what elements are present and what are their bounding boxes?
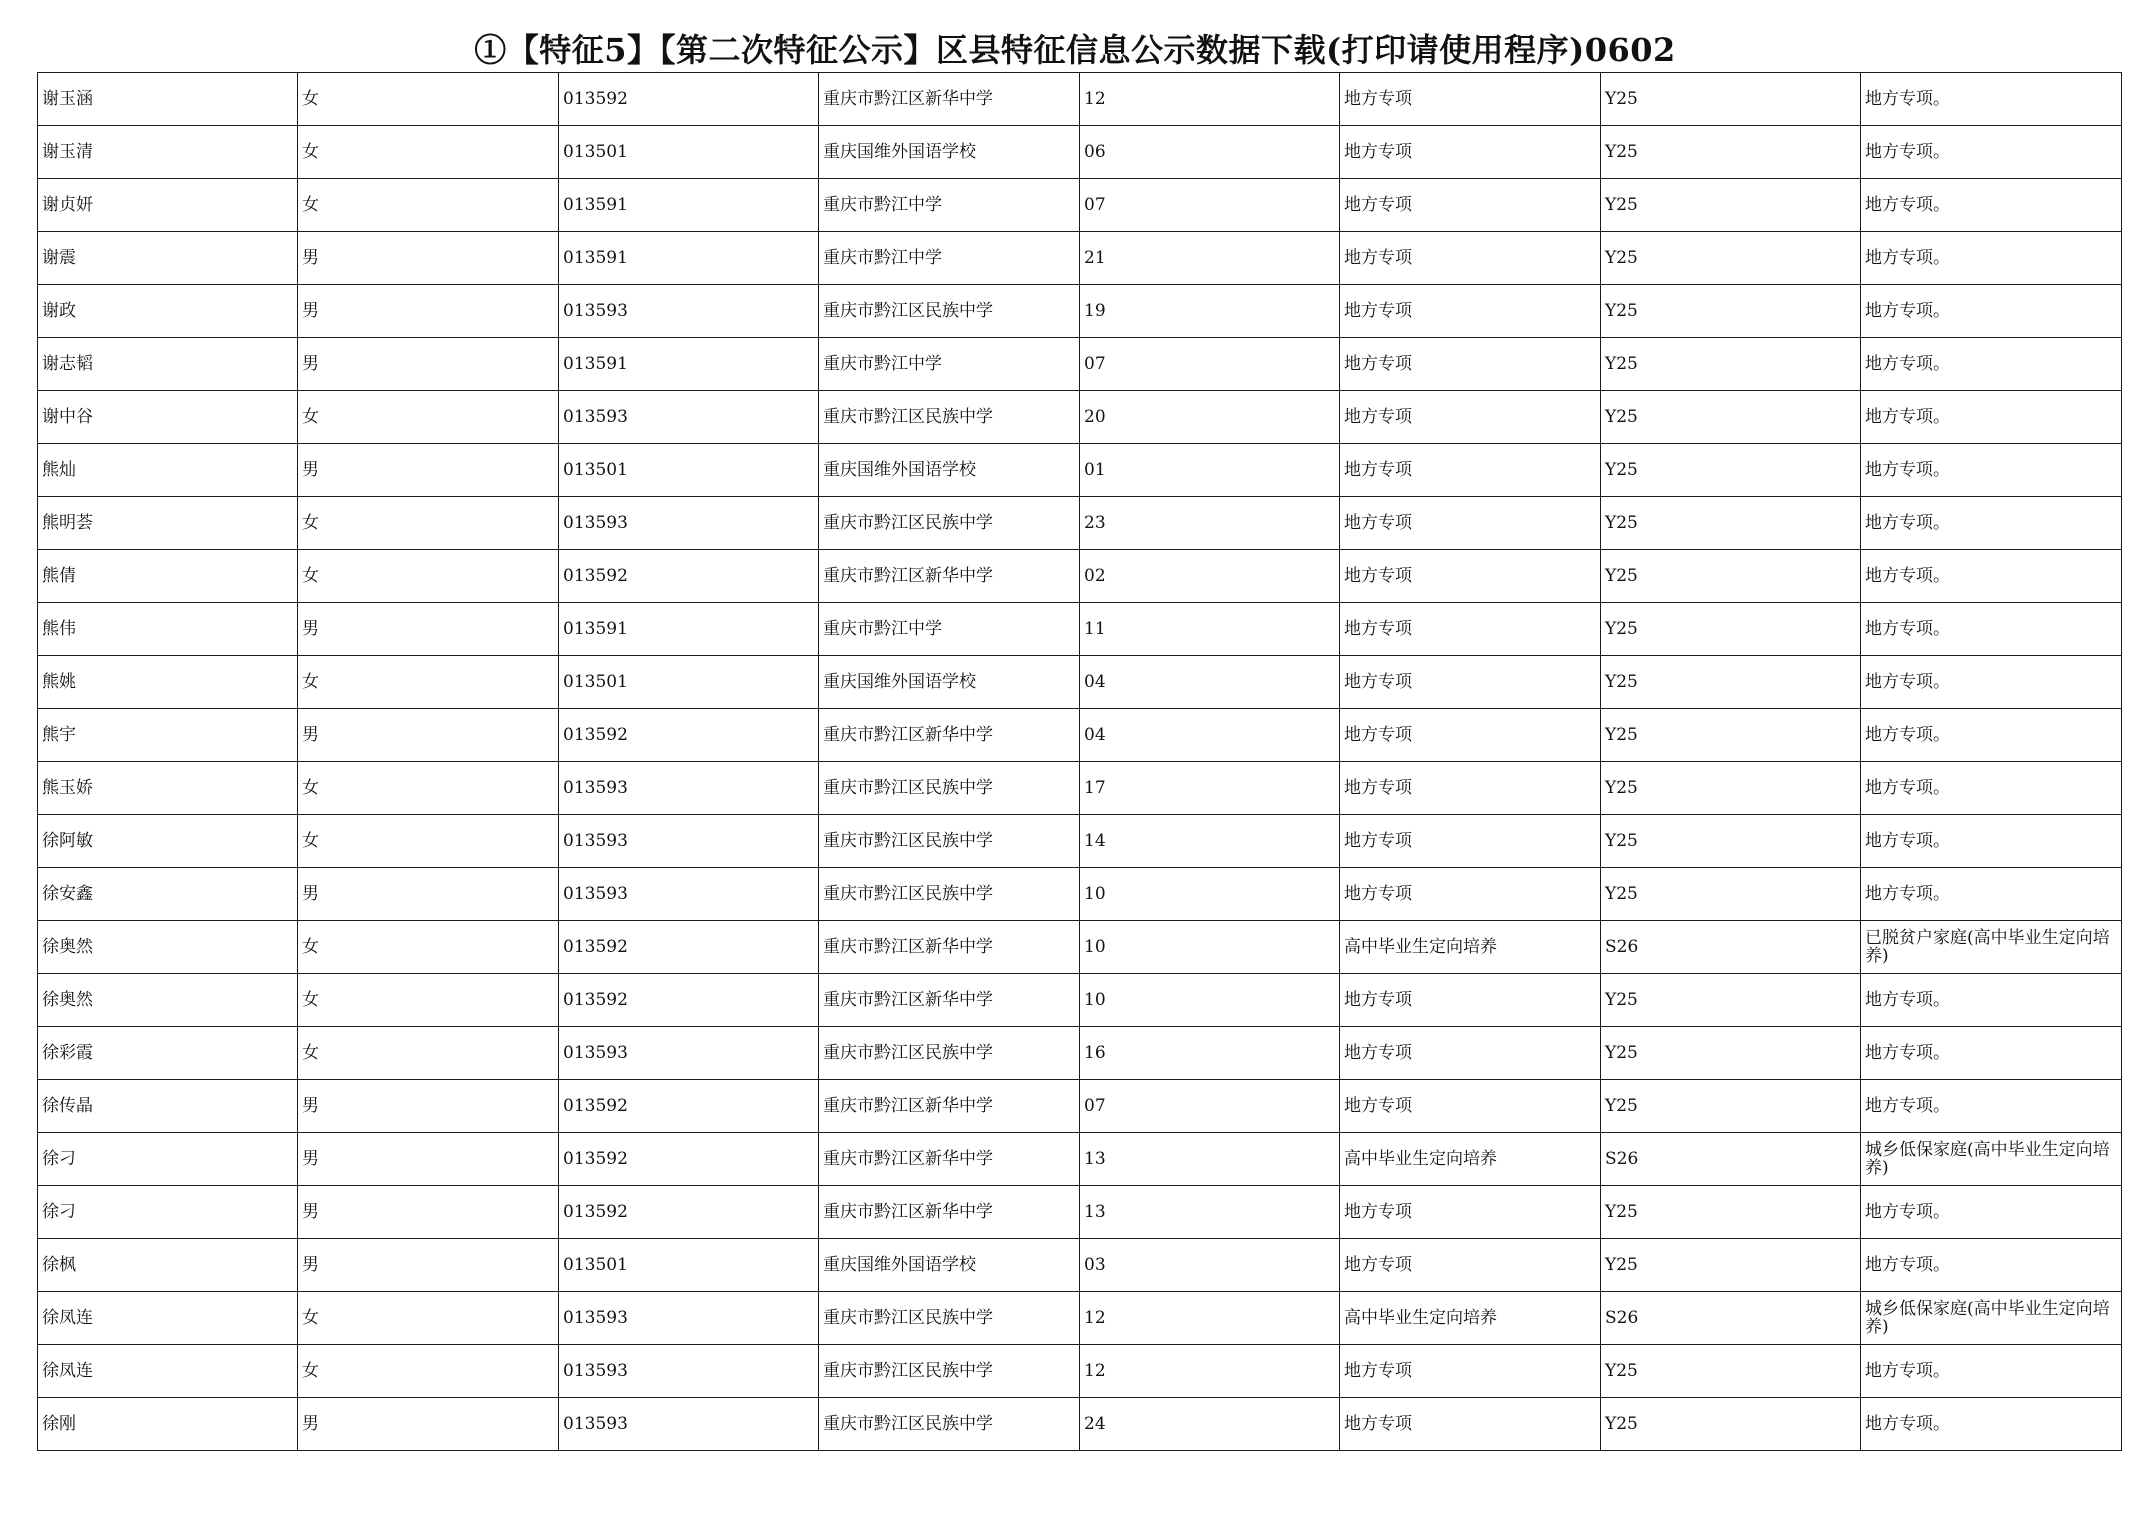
name-cell: 徐刁 [38,1186,298,1239]
name-cell: 熊倩 [38,550,298,603]
gender-cell: 女 [298,921,559,974]
school-name-cell: 重庆市黔江中学 [819,603,1080,656]
category-code-cell: Y25 [1601,285,1861,338]
table-row [38,1027,2122,1080]
class-cell: 12 [1080,73,1340,126]
gender-cell: 女 [298,126,559,179]
school-name-cell: 重庆市黔江区民族中学 [819,762,1080,815]
school-name-cell: 重庆市黔江区新华中学 [819,550,1080,603]
category-code-cell: Y25 [1601,815,1861,868]
name-cell: 徐凤连 [38,1345,298,1398]
category-cell: 地方专项 [1340,656,1601,709]
school-name-cell: 重庆市黔江区民族中学 [819,815,1080,868]
school-name-cell: 重庆市黔江区新华中学 [819,1133,1080,1186]
school-code-cell: 013592 [559,1080,819,1133]
name-cell: 谢志韬 [38,338,298,391]
table-row [38,868,2122,921]
school-code-cell: 013592 [559,709,819,762]
school-code-cell: 013593 [559,497,819,550]
school-code-cell: 013501 [559,656,819,709]
gender-cell: 女 [298,550,559,603]
school-name-cell: 重庆市黔江区新华中学 [819,974,1080,1027]
school-code-cell: 013593 [559,762,819,815]
category-cell: 地方专项 [1340,232,1601,285]
school-code-cell: 013591 [559,179,819,232]
category-code-cell: S26 [1601,1133,1861,1186]
category-cell: 地方专项 [1340,73,1601,126]
class-cell: 23 [1080,497,1340,550]
school-name-cell: 重庆市黔江区民族中学 [819,868,1080,921]
category-cell: 地方专项 [1340,1186,1601,1239]
name-cell: 徐刁 [38,1133,298,1186]
school-code-cell: 013501 [559,444,819,497]
category-code-cell: Y25 [1601,73,1861,126]
table-row [38,1080,2122,1133]
remark-cell: 地方专项。 [1861,709,2122,762]
name-cell: 徐刚 [38,1398,298,1451]
remark-cell: 地方专项。 [1861,285,2122,338]
gender-cell: 女 [298,762,559,815]
category-cell: 地方专项 [1340,815,1601,868]
name-cell: 徐安鑫 [38,868,298,921]
school-name-cell: 重庆市黔江区民族中学 [819,1027,1080,1080]
remark-cell: 地方专项。 [1861,1398,2122,1451]
class-cell: 17 [1080,762,1340,815]
name-cell: 熊伟 [38,603,298,656]
remark-cell: 地方专项。 [1861,73,2122,126]
gender-cell: 女 [298,73,559,126]
category-cell: 地方专项 [1340,603,1601,656]
gender-cell: 男 [298,444,559,497]
category-code-cell: Y25 [1601,232,1861,285]
remark-cell: 地方专项。 [1861,232,2122,285]
school-code-cell: 013591 [559,338,819,391]
class-cell: 10 [1080,974,1340,1027]
gender-cell: 男 [298,1239,559,1292]
school-code-cell: 013592 [559,550,819,603]
school-name-cell: 重庆国维外国语学校 [819,1239,1080,1292]
gender-cell: 女 [298,1345,559,1398]
school-code-cell: 013591 [559,232,819,285]
gender-cell: 女 [298,1027,559,1080]
category-cell: 高中毕业生定向培养 [1340,1292,1601,1345]
category-cell: 地方专项 [1340,709,1601,762]
category-cell: 地方专项 [1340,285,1601,338]
school-code-cell: 013501 [559,1239,819,1292]
class-cell: 07 [1080,179,1340,232]
category-cell: 地方专项 [1340,1080,1601,1133]
table-row [38,1133,2122,1186]
name-cell: 熊宇 [38,709,298,762]
gender-cell: 男 [298,709,559,762]
table-row [38,179,2122,232]
table-row [38,338,2122,391]
name-cell: 徐彩霞 [38,1027,298,1080]
category-cell: 地方专项 [1340,1398,1601,1451]
class-cell: 11 [1080,603,1340,656]
name-cell: 徐奥然 [38,921,298,974]
school-code-cell: 013592 [559,921,819,974]
category-cell: 高中毕业生定向培养 [1340,921,1601,974]
name-cell: 谢贞妍 [38,179,298,232]
class-cell: 13 [1080,1186,1340,1239]
remark-cell: 地方专项。 [1861,1080,2122,1133]
name-cell: 谢中谷 [38,391,298,444]
remark-cell: 城乡低保家庭(高中毕业生定向培养) [1861,1292,2122,1345]
class-cell: 16 [1080,1027,1340,1080]
name-cell: 徐奥然 [38,974,298,1027]
remark-cell: 地方专项。 [1861,444,2122,497]
name-cell: 徐枫 [38,1239,298,1292]
school-name-cell: 重庆国维外国语学校 [819,126,1080,179]
table-row [38,126,2122,179]
category-cell: 高中毕业生定向培养 [1340,1133,1601,1186]
gender-cell: 男 [298,603,559,656]
category-cell: 地方专项 [1340,179,1601,232]
school-name-cell: 重庆市黔江中学 [819,338,1080,391]
remark-cell: 地方专项。 [1861,603,2122,656]
table-row [38,921,2122,974]
class-cell: 24 [1080,1398,1340,1451]
gender-cell: 女 [298,179,559,232]
school-name-cell: 重庆市黔江区新华中学 [819,1186,1080,1239]
class-cell: 21 [1080,232,1340,285]
remark-cell: 地方专项。 [1861,338,2122,391]
remark-cell: 地方专项。 [1861,1027,2122,1080]
category-code-cell: Y25 [1601,974,1861,1027]
gender-cell: 男 [298,1080,559,1133]
category-cell: 地方专项 [1340,1239,1601,1292]
gender-cell: 女 [298,815,559,868]
table-row [38,656,2122,709]
remark-cell: 地方专项。 [1861,974,2122,1027]
category-code-cell: Y25 [1601,762,1861,815]
category-code-cell: Y25 [1601,603,1861,656]
category-code-cell: S26 [1601,1292,1861,1345]
class-cell: 03 [1080,1239,1340,1292]
class-cell: 02 [1080,550,1340,603]
class-cell: 10 [1080,921,1340,974]
page-title: ①【特征5】【第二次特征公示】区县特征信息公示数据下载(打印请使用程序)0602 [474,31,1676,69]
school-name-cell: 重庆市黔江区新华中学 [819,709,1080,762]
gender-cell: 女 [298,974,559,1027]
category-code-cell: Y25 [1601,179,1861,232]
category-code-cell: Y25 [1601,1080,1861,1133]
class-cell: 13 [1080,1133,1340,1186]
gender-cell: 女 [298,656,559,709]
class-cell: 19 [1080,285,1340,338]
category-cell: 地方专项 [1340,762,1601,815]
gender-cell: 男 [298,1133,559,1186]
data-table [37,72,2122,1451]
class-cell: 12 [1080,1292,1340,1345]
table-row [38,444,2122,497]
category-cell: 地方专项 [1340,550,1601,603]
class-cell: 12 [1080,1345,1340,1398]
remark-cell: 城乡低保家庭(高中毕业生定向培养) [1861,1133,2122,1186]
school-code-cell: 013593 [559,391,819,444]
school-code-cell: 013593 [559,1345,819,1398]
school-code-cell: 013593 [559,1398,819,1451]
school-code-cell: 013501 [559,126,819,179]
category-code-cell: Y25 [1601,709,1861,762]
category-code-cell: Y25 [1601,868,1861,921]
table-row [38,391,2122,444]
school-code-cell: 013592 [559,1186,819,1239]
name-cell: 徐凤连 [38,1292,298,1345]
table-row [38,603,2122,656]
category-code-cell: Y25 [1601,1398,1861,1451]
gender-cell: 男 [298,1398,559,1451]
category-code-cell: Y25 [1601,1027,1861,1080]
remark-cell: 地方专项。 [1861,656,2122,709]
category-code-cell: Y25 [1601,391,1861,444]
table-row [38,232,2122,285]
category-code-cell: Y25 [1601,1239,1861,1292]
school-name-cell: 重庆市黔江区新华中学 [819,1080,1080,1133]
gender-cell: 男 [298,868,559,921]
school-name-cell: 重庆市黔江区民族中学 [819,285,1080,338]
remark-cell: 地方专项。 [1861,815,2122,868]
category-cell: 地方专项 [1340,444,1601,497]
school-name-cell: 重庆市黔江区民族中学 [819,1398,1080,1451]
school-name-cell: 重庆市黔江中学 [819,179,1080,232]
class-cell: 20 [1080,391,1340,444]
gender-cell: 女 [298,391,559,444]
category-cell: 地方专项 [1340,1027,1601,1080]
remark-cell: 地方专项。 [1861,1239,2122,1292]
remark-cell: 地方专项。 [1861,550,2122,603]
school-code-cell: 013593 [559,1292,819,1345]
school-name-cell: 重庆市黔江区民族中学 [819,1292,1080,1345]
category-cell: 地方专项 [1340,868,1601,921]
school-name-cell: 重庆市黔江区民族中学 [819,1345,1080,1398]
table-row [38,73,2122,126]
category-cell: 地方专项 [1340,338,1601,391]
gender-cell: 女 [298,497,559,550]
school-code-cell: 013591 [559,603,819,656]
remark-cell: 地方专项。 [1861,497,2122,550]
remark-cell: 地方专项。 [1861,762,2122,815]
table-row [38,1292,2122,1345]
class-cell: 14 [1080,815,1340,868]
table-row [38,550,2122,603]
remark-cell: 已脱贫户家庭(高中毕业生定向培养) [1861,921,2122,974]
remark-cell: 地方专项。 [1861,868,2122,921]
category-code-cell: Y25 [1601,497,1861,550]
category-cell: 地方专项 [1340,391,1601,444]
gender-cell: 女 [298,1292,559,1345]
category-code-cell: Y25 [1601,338,1861,391]
name-cell: 徐阿敏 [38,815,298,868]
remark-cell: 地方专项。 [1861,1186,2122,1239]
class-cell: 04 [1080,709,1340,762]
table-row [38,1398,2122,1451]
school-code-cell: 013592 [559,1133,819,1186]
school-name-cell: 重庆市黔江区民族中学 [819,497,1080,550]
category-code-cell: Y25 [1601,444,1861,497]
school-code-cell: 013593 [559,868,819,921]
name-cell: 徐传晶 [38,1080,298,1133]
school-name-cell: 重庆市黔江中学 [819,232,1080,285]
table-row [38,974,2122,1027]
table-row [38,285,2122,338]
school-name-cell: 重庆市黔江区新华中学 [819,921,1080,974]
table-row [38,1186,2122,1239]
school-name-cell: 重庆国维外国语学校 [819,444,1080,497]
gender-cell: 男 [298,232,559,285]
remark-cell: 地方专项。 [1861,126,2122,179]
table-row [38,1345,2122,1398]
category-code-cell: Y25 [1601,550,1861,603]
name-cell: 熊玉娇 [38,762,298,815]
remark-cell: 地方专项。 [1861,179,2122,232]
table-row [38,709,2122,762]
category-cell: 地方专项 [1340,497,1601,550]
class-cell: 01 [1080,444,1340,497]
name-cell: 熊姚 [38,656,298,709]
school-code-cell: 013592 [559,73,819,126]
school-name-cell: 重庆国维外国语学校 [819,656,1080,709]
name-cell: 熊明荟 [38,497,298,550]
category-cell: 地方专项 [1340,974,1601,1027]
table-row [38,815,2122,868]
category-code-cell: Y25 [1601,1345,1861,1398]
name-cell: 熊灿 [38,444,298,497]
name-cell: 谢玉涵 [38,73,298,126]
school-name-cell: 重庆市黔江区民族中学 [819,391,1080,444]
table-row [38,762,2122,815]
table-row [38,1239,2122,1292]
name-cell: 谢政 [38,285,298,338]
class-cell: 04 [1080,656,1340,709]
school-code-cell: 013592 [559,974,819,1027]
category-code-cell: S26 [1601,921,1861,974]
class-cell: 10 [1080,868,1340,921]
name-cell: 谢玉清 [38,126,298,179]
remark-cell: 地方专项。 [1861,391,2122,444]
gender-cell: 男 [298,1186,559,1239]
gender-cell: 男 [298,338,559,391]
class-cell: 06 [1080,126,1340,179]
school-code-cell: 013593 [559,815,819,868]
name-cell: 谢震 [38,232,298,285]
school-name-cell: 重庆市黔江区新华中学 [819,73,1080,126]
remark-cell: 地方专项。 [1861,1345,2122,1398]
class-cell: 07 [1080,1080,1340,1133]
class-cell: 07 [1080,338,1340,391]
table-row [38,497,2122,550]
category-code-cell: Y25 [1601,126,1861,179]
gender-cell: 男 [298,285,559,338]
school-code-cell: 013593 [559,285,819,338]
category-code-cell: Y25 [1601,656,1861,709]
table-body [38,73,2122,1451]
school-code-cell: 013593 [559,1027,819,1080]
category-code-cell: Y25 [1601,1186,1861,1239]
category-cell: 地方专项 [1340,126,1601,179]
category-cell: 地方专项 [1340,1345,1601,1398]
